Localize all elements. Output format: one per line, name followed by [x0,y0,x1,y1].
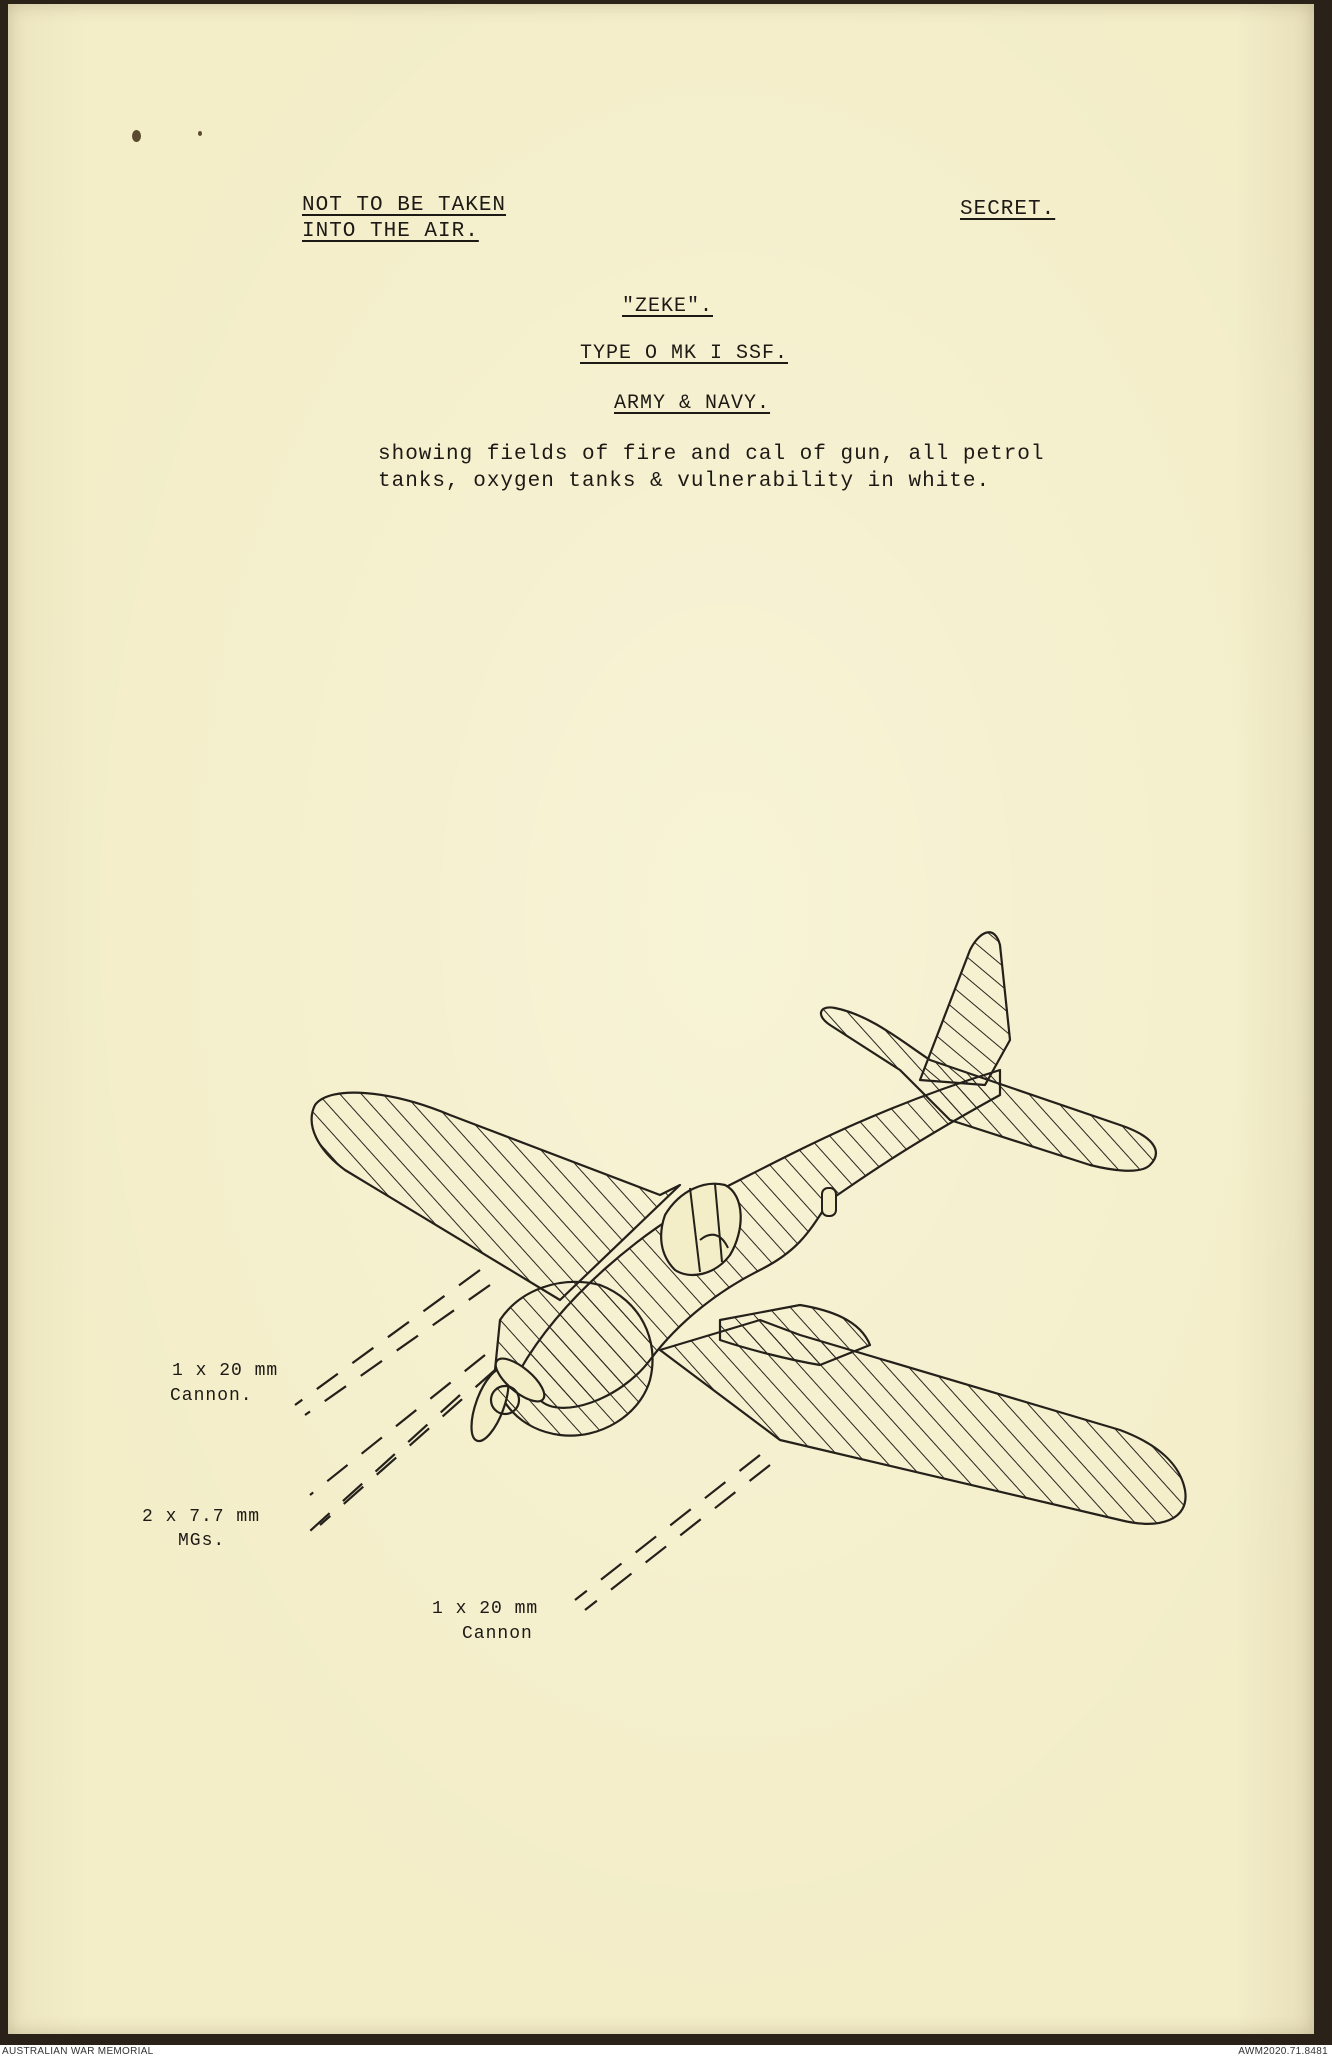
fire-line-mg-2 [320,1370,495,1525]
fire-line-mg-3 [300,1395,460,1540]
document-service: ARMY & NAVY. [614,392,771,415]
fire-line-cannon-right-2 [585,1465,770,1610]
label-cannon-right-line2: Cannon [462,1624,533,1644]
label-cannon-left-line2: Cannon. [170,1386,253,1406]
fuselage-marking [822,1188,836,1216]
label-cannon-left-line1: 1 x 20 mm [172,1361,279,1381]
label-mg-line1: 2 x 7.7 mm [142,1507,261,1527]
fire-line-cannon-left-1 [295,1270,480,1405]
description-line2: tanks, oxygen tanks & vulnerability in white. [378,470,991,493]
fire-line-cannon-left-2 [305,1285,490,1415]
right-wing [660,1320,1186,1524]
engine-cowling [495,1282,653,1436]
document-subtitle: TYPE O MK I SSF. [580,342,789,365]
label-mg-line2: MGs. [178,1531,226,1551]
header-not-to-be-taken-line1: NOT TO BE TAKEN [302,194,507,217]
description-line1: showing fields of fire and cal of gun, all petrol [378,443,1045,466]
document-title: "ZEKE". [622,295,714,318]
header-not-to-be-taken-line2: INTO THE AIR. [302,220,479,243]
fire-line-cannon-right-1 [575,1455,760,1600]
label-cannon-right-line1: 1 x 20 mm [432,1599,539,1619]
footer-accession-number: AWM2020.71.8481 [1238,2046,1328,2057]
footer-institution: AUSTRALIAN WAR MEMORIAL [2,2046,154,2057]
header-secret: SECRET. [960,198,1056,221]
vertical-fin [920,932,1010,1085]
